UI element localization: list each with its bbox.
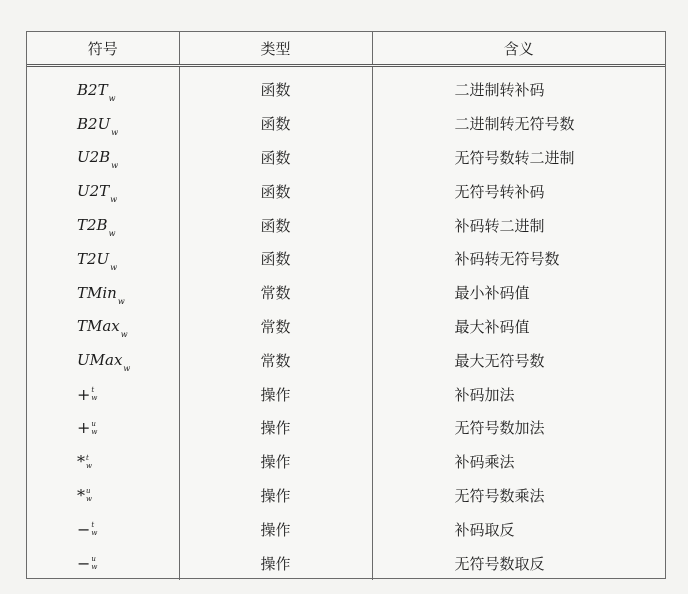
- symbol-cell: [27, 310, 179, 344]
- meaning-cell: 补码加法: [372, 377, 665, 411]
- superscript: t: [91, 521, 95, 530]
- symbol-cell: [27, 411, 179, 445]
- type-cell: 常数: [179, 343, 372, 377]
- symbol-cell: [27, 343, 179, 377]
- symbol-name: B2T: [77, 80, 108, 99]
- symbol-name: U2B: [77, 148, 111, 167]
- symbol-cell: [27, 512, 179, 546]
- subscript: w: [111, 127, 119, 137]
- table-row: [27, 343, 665, 377]
- operator-scripts: [86, 487, 92, 503]
- type-cell: 操作: [179, 411, 372, 445]
- type-cell: 常数: [179, 276, 372, 310]
- symbol-name: T2B: [77, 216, 108, 235]
- operator-symbol: [77, 486, 92, 505]
- table: [27, 32, 665, 580]
- meaning-cell: 无符号数加法: [372, 411, 665, 445]
- subscript: w: [108, 229, 116, 239]
- type-cell: 操作: [179, 546, 372, 580]
- superscript: t: [86, 453, 89, 462]
- operator-scripts: [86, 454, 92, 470]
- symbol-cell: [27, 377, 179, 411]
- meaning-cell: 最小补码值: [372, 276, 665, 310]
- symbol-cell: [27, 546, 179, 580]
- operator-glyph: +: [77, 384, 91, 404]
- operator-glyph: +: [77, 418, 91, 438]
- meaning-cell: 补码转无符号数: [372, 242, 665, 276]
- subscript: w: [117, 296, 125, 306]
- table-row: [27, 512, 665, 546]
- operator-glyph: −: [77, 553, 91, 573]
- type-cell: 函数: [179, 208, 372, 242]
- superscript: u: [91, 555, 96, 564]
- type-cell: 常数: [179, 310, 372, 344]
- meaning-cell: 补码转二进制: [372, 208, 665, 242]
- superscript: u: [91, 419, 96, 428]
- operator-scripts: [91, 555, 97, 571]
- table-row: [27, 276, 665, 310]
- symbol-cell: [27, 242, 179, 276]
- table-row: [27, 107, 665, 141]
- subscript: w: [91, 563, 98, 572]
- meaning-cell: 无符号数转二进制: [372, 141, 665, 175]
- type-cell: 操作: [179, 512, 372, 546]
- operator-symbol: [77, 418, 97, 437]
- superscript: u: [86, 487, 91, 496]
- subscript: w: [108, 93, 116, 103]
- symbol-name: TMin: [77, 283, 117, 302]
- meaning-cell: 补码取反: [372, 512, 665, 546]
- operator-glyph: *: [77, 452, 85, 472]
- symbol-name: T2U: [77, 249, 110, 268]
- subscript: w: [86, 495, 92, 504]
- type-cell: 函数: [179, 174, 372, 208]
- symbol-cell: [27, 208, 179, 242]
- type-cell: 操作: [179, 445, 372, 479]
- header-type: 类型: [179, 32, 372, 66]
- table-row: [27, 546, 665, 580]
- subscript: w: [123, 364, 131, 374]
- symbol-table: [26, 31, 666, 579]
- meaning-cell: 二进制转补码: [372, 66, 665, 107]
- subscript: w: [110, 195, 118, 205]
- operator-scripts: [91, 386, 97, 402]
- type-cell: 函数: [179, 107, 372, 141]
- operator-symbol: [77, 520, 97, 539]
- symbol-name: TMax: [77, 317, 120, 336]
- subscript: w: [110, 262, 118, 272]
- symbol-name: UMax: [77, 351, 123, 370]
- operator-symbol: [77, 554, 97, 573]
- meaning-cell: 补码乘法: [372, 445, 665, 479]
- table-row: [27, 208, 665, 242]
- table-row: [27, 411, 665, 445]
- meaning-cell: 无符号数乘法: [372, 479, 665, 513]
- symbol-cell: [27, 141, 179, 175]
- type-cell: 函数: [179, 242, 372, 276]
- subscript: w: [111, 161, 119, 171]
- table-row: [27, 242, 665, 276]
- table-row: [27, 445, 665, 479]
- type-cell: 操作: [179, 479, 372, 513]
- type-cell: 操作: [179, 377, 372, 411]
- operator-scripts: [91, 521, 97, 537]
- subscript: w: [120, 330, 128, 340]
- meaning-cell: 无符号数取反: [372, 546, 665, 580]
- table-row: [27, 66, 665, 107]
- meaning-cell: 最大无符号数: [372, 343, 665, 377]
- symbol-cell: [27, 66, 179, 107]
- symbol-cell: [27, 479, 179, 513]
- table-row: [27, 377, 665, 411]
- meaning-cell: 二进制转无符号数: [372, 107, 665, 141]
- header-symbol: 符号: [27, 32, 179, 66]
- operator-glyph: *: [77, 485, 85, 505]
- subscript: w: [86, 461, 92, 470]
- table-row: [27, 310, 665, 344]
- table-row: [27, 479, 665, 513]
- table-row: [27, 141, 665, 175]
- subscript: w: [91, 529, 98, 538]
- symbol-cell: [27, 107, 179, 141]
- operator-scripts: [91, 420, 97, 436]
- subscript: w: [91, 394, 98, 403]
- symbol-cell: [27, 445, 179, 479]
- meaning-cell: 最大补码值: [372, 310, 665, 344]
- operator-symbol: [77, 385, 97, 404]
- operator-symbol: [77, 452, 92, 471]
- header-row: [27, 32, 665, 66]
- type-cell: 函数: [179, 66, 372, 107]
- meaning-cell: 无符号转补码: [372, 174, 665, 208]
- header-meaning: 含义: [372, 32, 665, 66]
- table-row: [27, 174, 665, 208]
- symbol-name: B2U: [77, 114, 111, 133]
- type-cell: 函数: [179, 141, 372, 175]
- operator-glyph: −: [77, 519, 91, 539]
- symbol-cell: [27, 174, 179, 208]
- subscript: w: [91, 427, 98, 436]
- symbol-cell: [27, 276, 179, 310]
- symbol-name: U2T: [77, 182, 110, 201]
- superscript: t: [91, 386, 95, 395]
